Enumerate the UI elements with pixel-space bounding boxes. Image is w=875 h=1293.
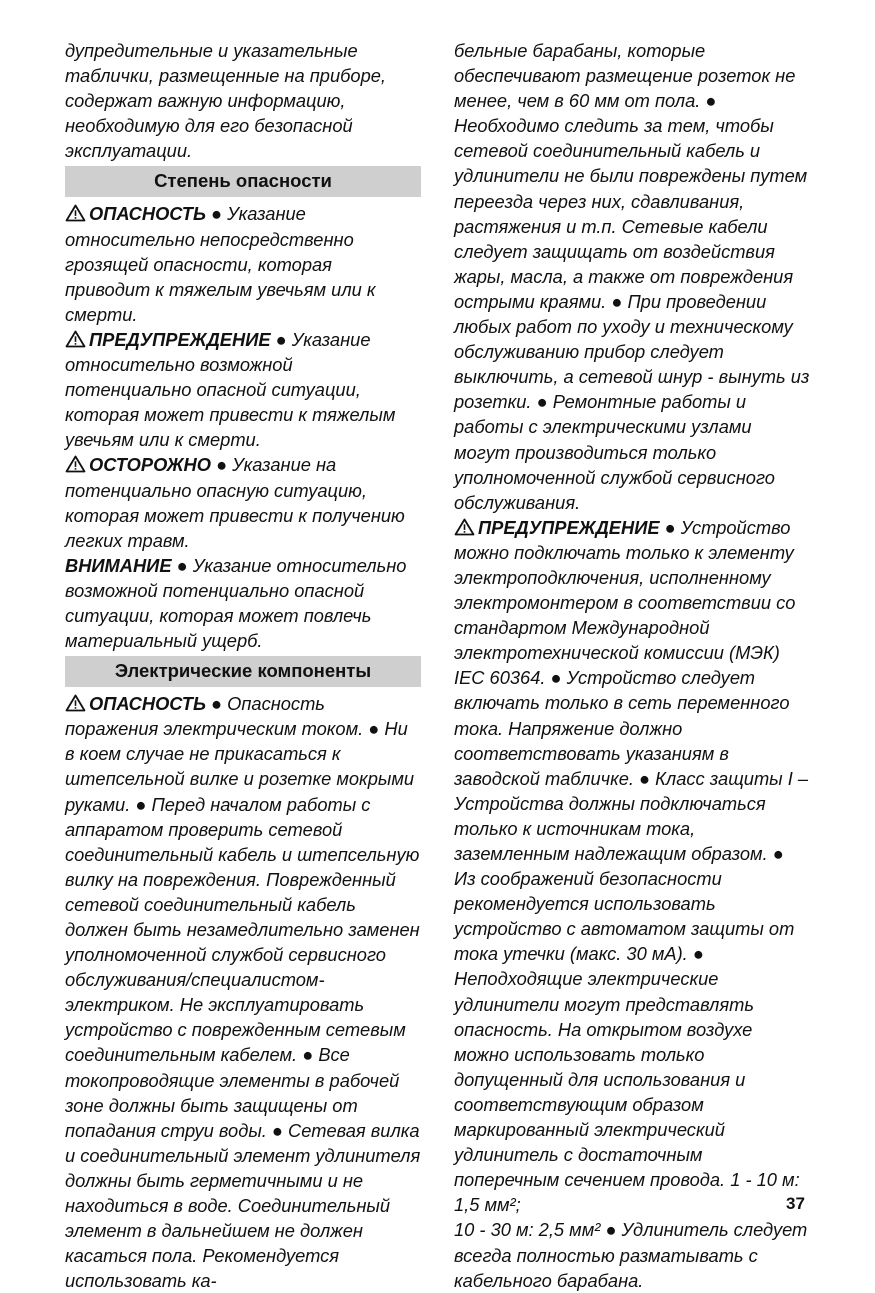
warning-paragraph (65, 327, 421, 452)
hazard-levels (65, 201, 421, 653)
page-number: 37 (786, 1194, 805, 1213)
left-text (65, 38, 421, 163)
section-heading-electrical-components: Электрические компоненты (65, 656, 421, 687)
right-warning-paragraph (454, 515, 810, 1293)
continued-paragraph: бельные барабаны, которые обеспечивают размещение розеток не менее, чем в 60 мм от пола. ● Необходимо следить за тем, чтобы сетевой соединительный кабель и удлинители не были повреждены путем переезда через них, сдавливания, растяжения и т.п. Сетевые кабели следует защищать от воздействия жары, масла, а также от повреждения острыми краями. ● При проведении любых работ по уходу и техническому обслуживанию прибор следует выключить, а сетевой шнур - вынуть из розетки. ● Ремонтные работы и работы с электрическими узлами могут производиться только уполномоченной службой сервисного обслуживания. (454, 40, 810, 513)
caution-paragraph (65, 452, 421, 552)
section-heading-hazard-level: Степень опасности (65, 166, 421, 197)
cable-spec-2: 10 - 30 м: 2,5 мм² (454, 1219, 601, 1241)
caution-text: ● Указание на потенциально опасную ситуацию, которая может привести к получению легких травм. (65, 454, 405, 551)
right-warning-keyword: ПРЕДУПРЕЖДЕНИЕ (478, 516, 660, 538)
attention-text: ● Указание относительно возможной потенциально опасной ситуации, которая может повлечь материальный ущерб. (65, 554, 407, 652)
attention-keyword: ВНИМАНИЕ (65, 554, 172, 576)
warning-triangle-icon (65, 455, 86, 473)
warning-triangle-icon (65, 204, 86, 222)
warning-keyword: ПРЕДУПРЕЖДЕНИЕ (89, 328, 271, 350)
right-column (454, 38, 810, 1293)
right-text (454, 38, 810, 1293)
left-column (65, 38, 421, 1293)
electric-danger-keyword: ОПАСНОСТЬ (89, 693, 206, 715)
right-warning-text: ● Устройство можно подключать только к элементу электроподключения, исполненному электромонтером в соответствии со стандартом Международной электротехнической комиссии (МЭК) IEC 60364. ● Устройство следует включать только в сеть переменного тока. Напряжение должно соответствовать указаниям в заводской табличке. ● Класс защиты I –Устройства должны подключаться только к источникам тока, заземленным надлежащим образом. ● Из соображений безопасности рекомендуется использовать устройство с автоматом защиты от тока утечки (макс. 30 мА). ● Неподходящие электрические удлинители могут представлять опасность. На открытом воздухе можно использовать только допущенный для использования и соответствующим образом маркированный электрический удлинитель с достаточным поперечным сечением провода. (454, 516, 809, 1191)
warning-triangle-icon (454, 518, 475, 536)
cable-spec-1: 1 - 10 м: 1,5 мм²; (454, 1169, 800, 1216)
electrical-section (65, 691, 421, 1293)
danger-text: ● Указание относительно непосредственно грозящей опасности, которая приводит к тяжелым увечьям или к смерти. (65, 203, 376, 325)
intro-paragraph: дупредительные и указательные таблички, размещенные на приборе, содержат важную информацию, необходимую для его безопасной эксплуатации. (65, 40, 387, 162)
attention-paragraph (65, 553, 421, 653)
final-text: ● Удлинитель следует всегда полностью разматывать с кабельного барабана. (454, 1219, 808, 1291)
warning-text: ● Указание относительно возможной потенциально опасной ситуации, которая может привести к тяжелым увечьям или к смерти. (65, 328, 396, 451)
electric-danger-paragraph (65, 691, 421, 1293)
electric-danger-text: ● Опасность поражения электрическим током. ● Ни в коем случае не прикасаться к штепсельной вилке и розетке мокрыми руками. ● Перед началом работы с аппаратом проверить сетевой соединительный кабель и штепсельную вилку на повреждения. Поврежденный сетевой соединительный кабель должен быть незамедлительно заменен уполномоченной службой сервисного обслуживания/специалистом-электриком. Не эксплуатировать устройство с поврежденным сетевым соединительным кабелем. ● Все токопроводящие элементы в рабочей зоне должны быть защищены от попадания струи воды. ● Сетевая вилка и соединительный элемент удлинителя должны быть герметичными и не находиться в воде. Соединительный элемент в дальнейшем не должен касаться пола. Рекомендуется использовать ка- (65, 693, 421, 1292)
danger-paragraph (65, 201, 421, 326)
danger-keyword: ОПАСНОСТЬ (89, 203, 206, 225)
warning-triangle-icon (65, 330, 86, 348)
caution-keyword: ОСТОРОЖНО (89, 454, 211, 476)
warning-triangle-icon (65, 694, 86, 712)
